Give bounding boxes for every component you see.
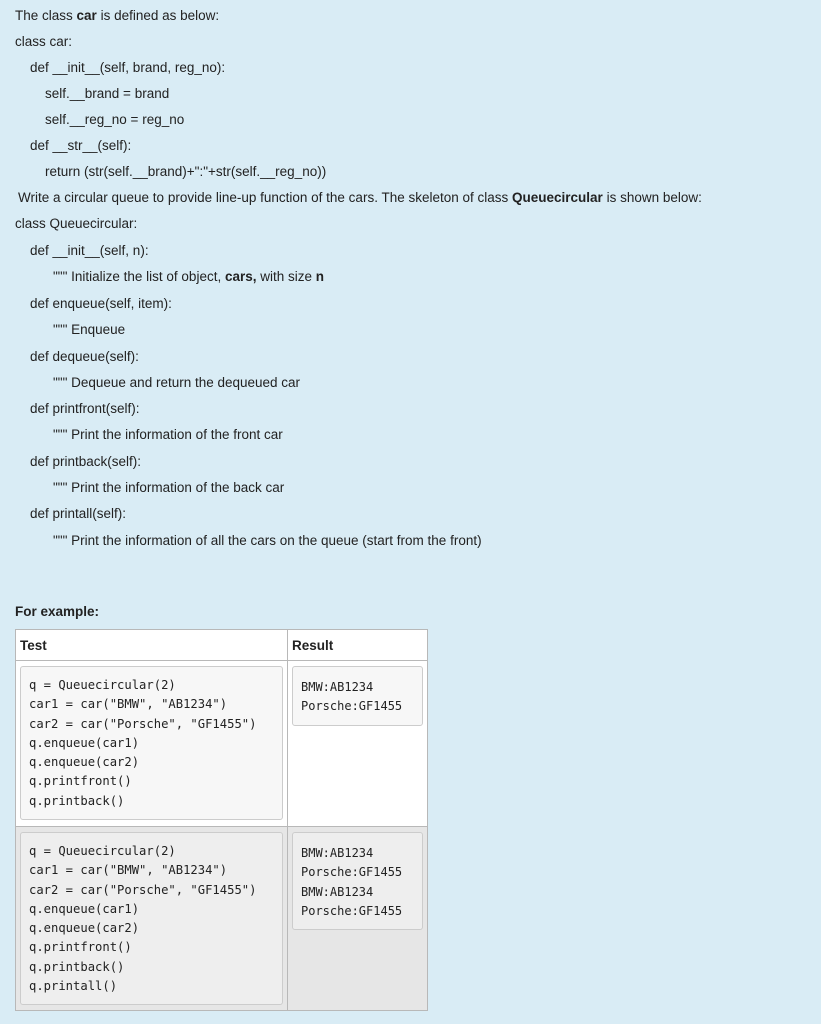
- init-doc-middle: with size: [256, 269, 316, 284]
- table-row: [16, 827, 428, 1011]
- init-doc-n: n: [315, 269, 325, 284]
- result-cell: [288, 661, 428, 827]
- queue-class-header: class Queuecircular:: [15, 216, 138, 231]
- example-label: For example:: [15, 604, 100, 619]
- printback-def: def printback(self):: [30, 454, 142, 469]
- car-init-def: def __init__(self, brand, reg_no):: [30, 60, 226, 75]
- code-line: q = Queuecircular(2): [29, 844, 176, 858]
- table-row: [16, 661, 428, 827]
- result-column-header: Result: [288, 630, 428, 661]
- queue-init-def: def __init__(self, n):: [30, 243, 149, 258]
- task-text: [18, 190, 702, 206]
- result-line: BMW:AB1234: [301, 680, 374, 694]
- task-prefix: Write a circular queue to provide line-up function of the cars. The skeleton of class: [18, 190, 513, 205]
- code-line: q.printback(): [29, 959, 125, 974]
- code-line: q.enqueue(car1): [29, 735, 140, 750]
- intro-class-name: car: [76, 8, 97, 23]
- test-cell: [16, 661, 288, 827]
- intro-prefix: The class: [15, 8, 77, 23]
- task-suffix: is shown below:: [602, 190, 702, 205]
- code-line: q.enqueue(car2): [29, 921, 140, 936]
- intro-text: [15, 8, 219, 24]
- car-class-header: class car:: [15, 34, 73, 49]
- printall-doc: """ Print the information of all the cars on the queue (start from the front): [53, 533, 482, 548]
- car-str-return: return (str(self.__brand)+":"+str(self.__reg_no)): [45, 164, 327, 179]
- car-regno-assign: self.__reg_no = reg_no: [45, 112, 185, 127]
- dequeue-doc: """ Dequeue and return the dequeued car: [53, 375, 301, 390]
- printfront-def: def printfront(self):: [30, 401, 140, 416]
- result-line: Porsche:GF1455: [301, 865, 403, 880]
- code-line: q.printall(): [29, 979, 118, 994]
- car-brand-assign: self.__brand = brand: [45, 86, 170, 101]
- test-code-box: [20, 666, 283, 820]
- result-box: [292, 666, 423, 726]
- dequeue-def: def dequeue(self):: [30, 349, 139, 364]
- table-header-row: [16, 630, 428, 661]
- example-table: [15, 629, 428, 1011]
- code-line: car2 = car("Porsche", "GF1455"): [29, 882, 257, 897]
- code-line: car2 = car("Porsche", "GF1455"): [29, 716, 257, 731]
- result-line: BMW:AB1234: [301, 884, 374, 899]
- queue-init-doc: [53, 269, 324, 285]
- intro-suffix: is defined as below:: [96, 8, 220, 23]
- test-column-header: Test: [16, 630, 288, 661]
- car-str-def: def __str__(self):: [30, 138, 132, 153]
- test-code-box: [20, 832, 283, 1005]
- printfront-doc: """ Print the information of the front car: [53, 427, 283, 442]
- printback-doc: """ Print the information of the back car: [53, 480, 285, 495]
- code-line: q.enqueue(car2): [29, 755, 140, 770]
- code-line: q.printfront(): [29, 940, 132, 955]
- code-line: q.enqueue(car1): [29, 901, 140, 916]
- result-line: Porsche:GF1455: [301, 699, 403, 714]
- result-line: Porsche:GF1455: [301, 903, 403, 918]
- code-line: car1 = car("BMW", "AB1234"): [29, 863, 228, 878]
- enqueue-def: def enqueue(self, item):: [30, 296, 172, 311]
- init-doc-prefix: """ Initialize the list of object,: [53, 269, 225, 284]
- init-doc-cars: cars,: [224, 269, 257, 284]
- task-class-name: Queuecircular: [512, 190, 603, 205]
- test-cell: [16, 827, 288, 1011]
- result-cell: [288, 827, 428, 1011]
- printall-def: def printall(self):: [30, 506, 127, 521]
- code-line: car1 = car("BMW", "AB1234"): [29, 697, 228, 712]
- result-box: [292, 832, 423, 930]
- code-line: q.printfront(): [29, 774, 132, 789]
- result-line: BMW:AB1234: [301, 846, 374, 860]
- enqueue-doc: """ Enqueue: [53, 322, 126, 337]
- code-line: q.printback(): [29, 793, 125, 808]
- code-line: q = Queuecircular(2): [29, 678, 176, 692]
